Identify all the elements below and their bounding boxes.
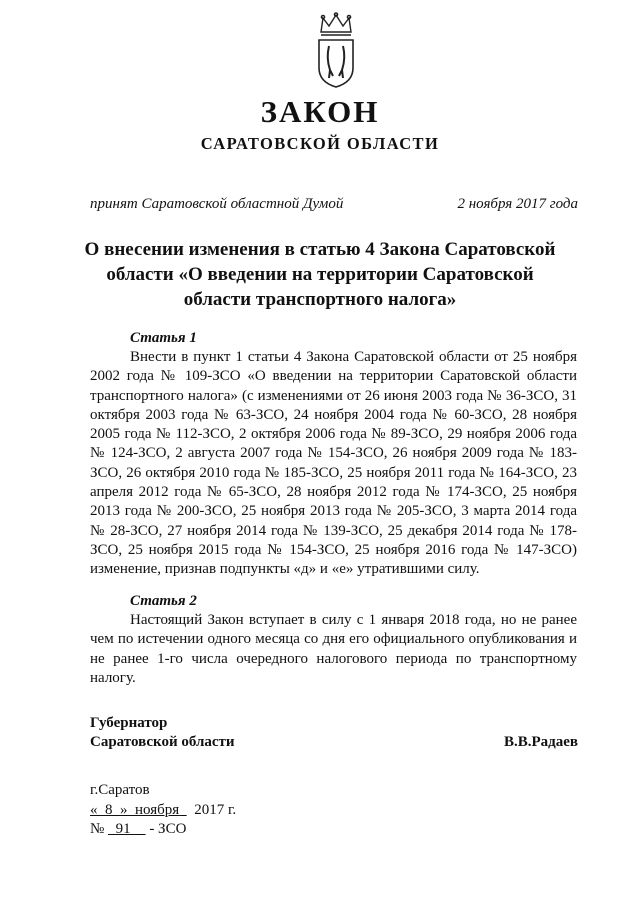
date-year: 2017 г. xyxy=(194,801,237,818)
date-day: 8 xyxy=(105,801,113,818)
adoption-line xyxy=(90,196,578,213)
position-line-1: Губернатор xyxy=(90,715,168,731)
signatory-position xyxy=(90,714,235,752)
article-2-label: Статья 2 xyxy=(130,593,197,609)
law-region: САРАТОВСКОЙ ОБЛАСТИ xyxy=(200,134,440,153)
number-suffix: - ЗСО xyxy=(149,821,187,837)
article-1-label: Статья 1 xyxy=(130,330,197,346)
article-1 xyxy=(90,328,577,580)
number-value: 91 xyxy=(115,821,131,837)
city: г.Саратов xyxy=(90,782,150,798)
article-2-text: Настоящий Закон вступает в силу с 1 января 2018 года, но не ранее чем по истечении одного месяца со дня его официального опубликования и не ранее 1-го числа очередного налогового периода по транспортному налогу. xyxy=(90,612,577,686)
adopted-date: 2 ноября 2017 года xyxy=(457,196,578,212)
registration-number: № 91 - ЗСО xyxy=(90,821,187,837)
registration-date: « 8 » ноября 2017 г. xyxy=(90,801,237,818)
law-heading: О внесении изменения в статью 4 Закона Саратовской области «О введении на территории Саратовской области транспортного налога» xyxy=(84,239,556,310)
position-line-2: Саратовской области xyxy=(90,734,235,750)
coat-of-arms-icon xyxy=(313,12,359,88)
article-1-text: Внести в пункт 1 статьи 4 Закона Саратовской области от 25 ноября 2002 года № 109-ЗСО «О введении на территории Саратовской области транспортного налога» (с изменениями от 26 июня 2003 года № 36-ЗСО, 31 октября 2003 года № 63-ЗСО, 24 ноября 2004 года № 60-ЗСО, 28 ноября 2005 года № 112-ЗСО, 2 октября 2006 года № 89-ЗСО, 29 ноября 2006 года № 124-ЗСО, 2 августа 2007 года № 154-ЗСО, 26 ноября 2009 года № 183-ЗСО, 26 октября 2010 года № 185-ЗСО, 25 ноября 2011 года № 164-ЗСО, 23 апреля 2012 года № 65-ЗСО, 28 ноября 2012 года № 174-ЗСО, 25 ноября 2013 года № 200-ЗСО, 25 ноября 2013 года № 205-ЗСО, 3 марта 2014 года № 28-ЗСО, 27 ноября 2014 года № 139-ЗСО, 25 декабря 2014 года № 178-ЗСО, 25 ноября 2015 года № 154-ЗСО, 25 ноября 2016 года № 147-ЗСО) изменение, признав подпункты «д» и «е» утратившими силу. xyxy=(90,349,577,578)
adopted-by: принят Саратовской областной Думой xyxy=(90,196,344,212)
date-month: ноября xyxy=(135,801,180,818)
law-title: ЗАКОН xyxy=(260,94,380,129)
article-2 xyxy=(90,591,577,688)
signatory-name: В.В.Радаев xyxy=(503,734,578,750)
registration-block xyxy=(90,781,236,840)
